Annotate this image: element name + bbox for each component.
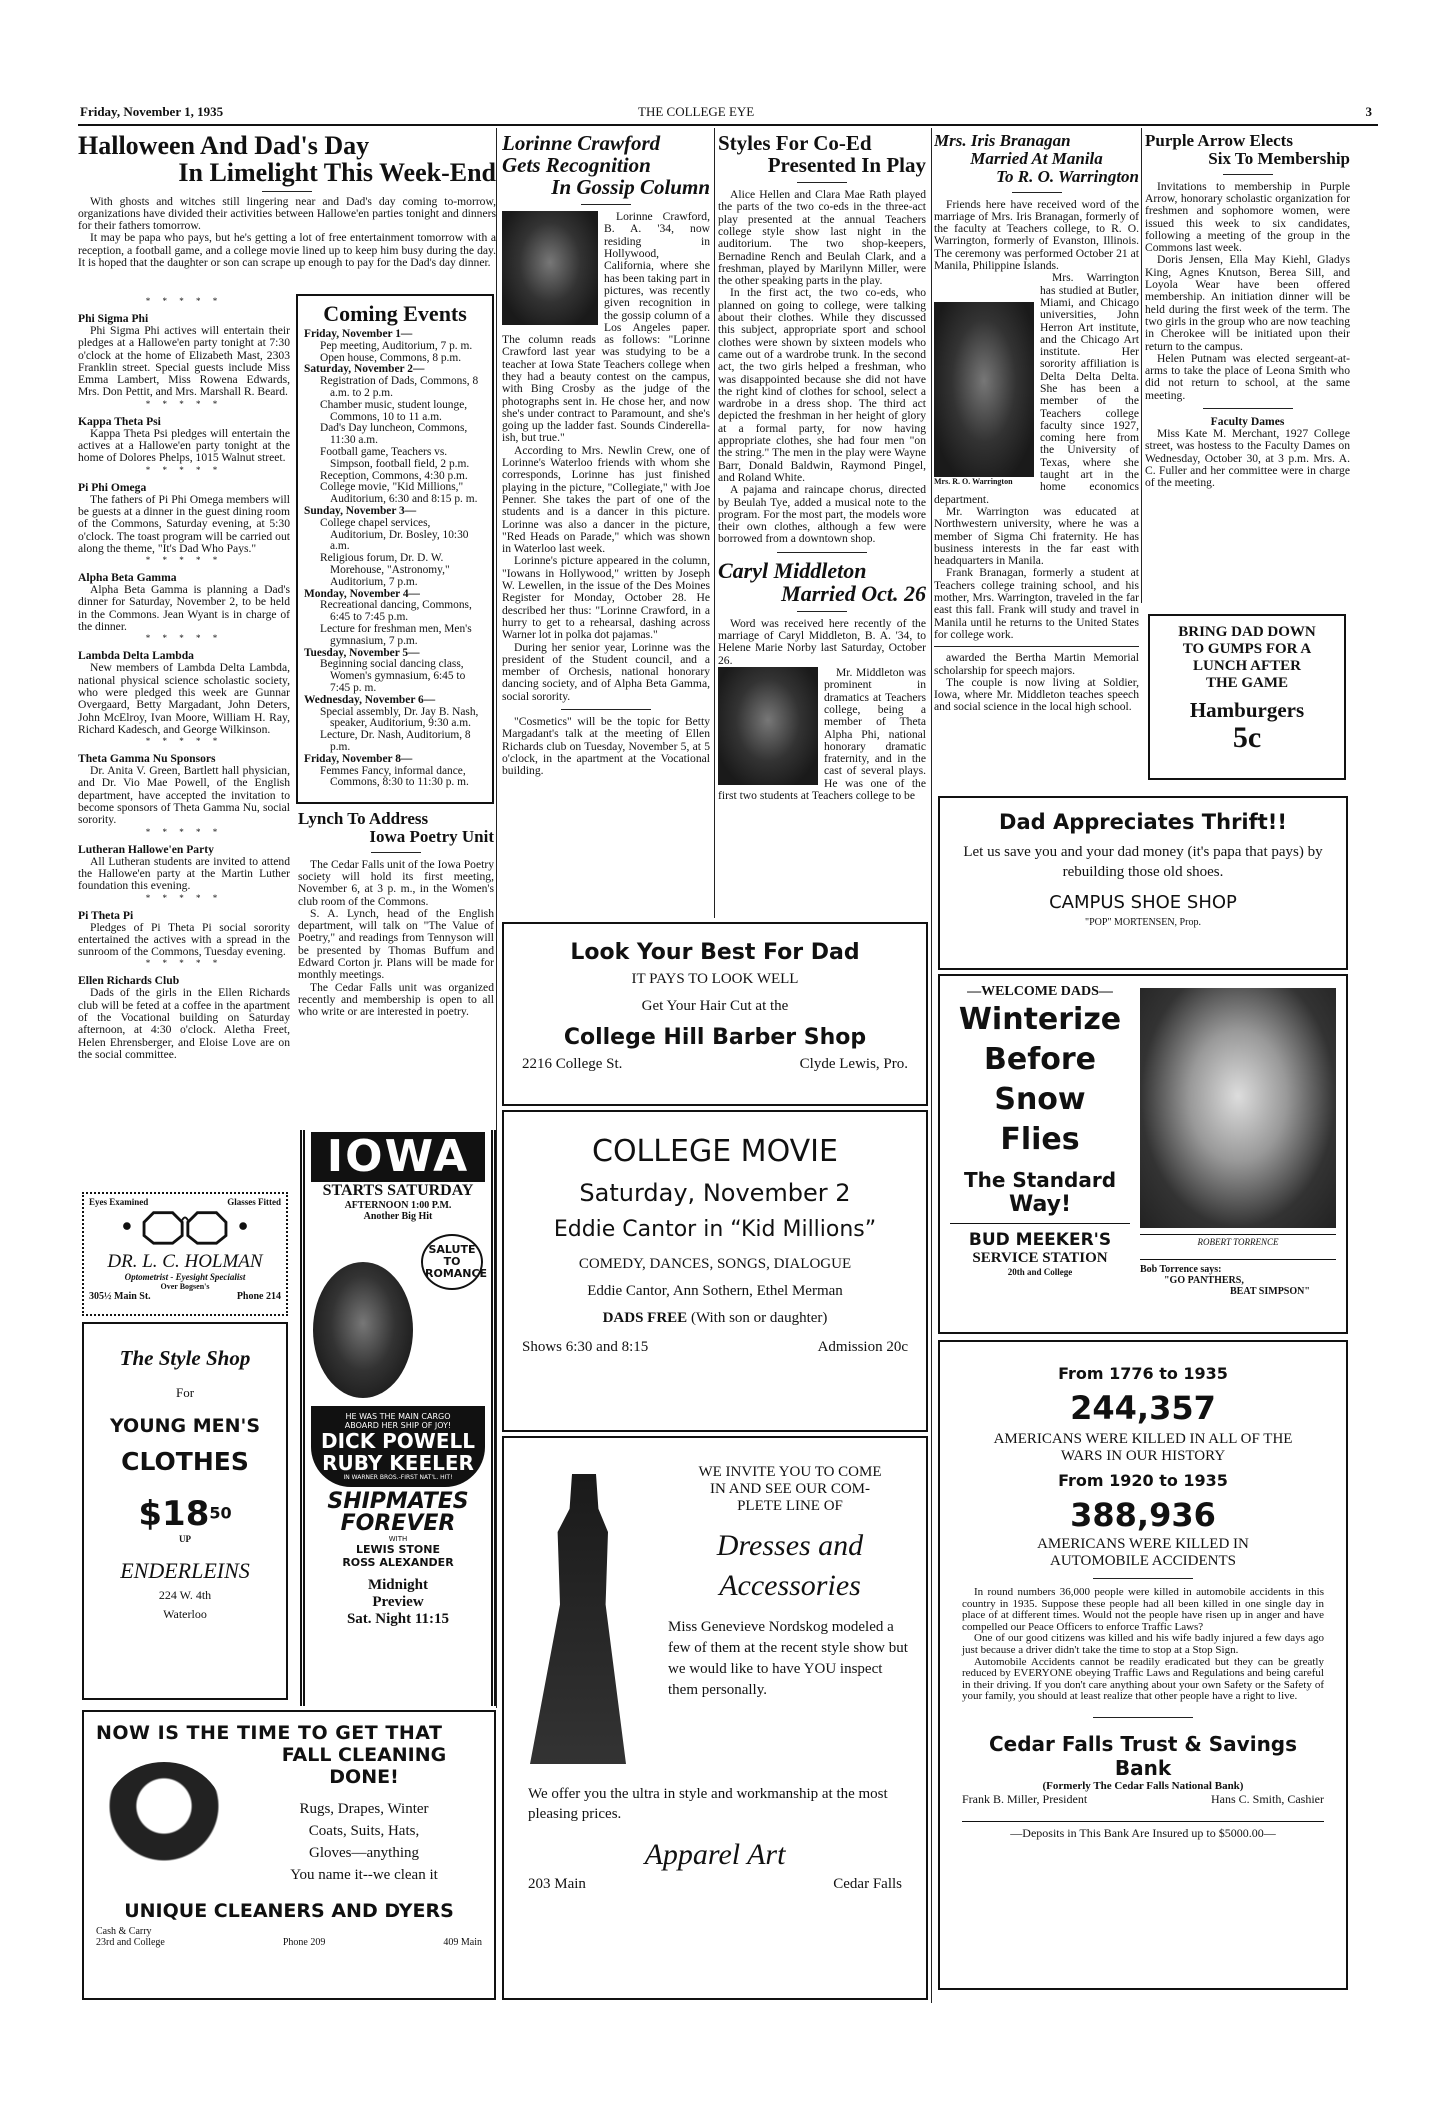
- headline: Married Oct. 26: [781, 580, 926, 606]
- ad-address: 203 Main: [528, 1876, 586, 1892]
- coming-events-box: [296, 294, 494, 804]
- headline: To R. O. Warrington: [996, 166, 1139, 186]
- event-item: Football game, Teachers vs. Simpson, football field, 2 p.m.: [320, 446, 470, 470]
- paragraph: Friends here have received word of the marriage of Mrs. Iris Branagan, formerly of the faculty at Teachers college, to R. O. Warrington, formerly of Evanston, Illinois. The ceremony was performed October 21 at Manila, Philippine Islands.: [934, 197, 1139, 273]
- ad-text: (With son or daughter): [690, 1310, 828, 1326]
- ad-text: COMEDY, DANCES, SONGS, DIALOGUE: [578, 1256, 852, 1272]
- ad-text: Rugs, Drapes, Winter: [299, 1801, 429, 1817]
- price-cents: 50: [209, 1503, 232, 1523]
- photo-caption: Mrs. R. O. Warrington: [934, 477, 1013, 487]
- ad-text: AMERICANS WERE KILLED IN ALL OF THE WARS IN OUR HISTORY: [993, 1431, 1293, 1464]
- paragraph: Frank Branagan, formerly a student at Teachers college training school, and his mother, Mrs. Warrington, traveled in the far east this fall. Frank will study and travel in Manila until he returns to the United States for college work.: [934, 566, 1139, 641]
- purple-arrow-article: [1145, 132, 1350, 602]
- ad-text: WE INVITE YOU TO COME: [698, 1464, 882, 1480]
- ad-address: 2216 College St.: [522, 1056, 623, 1072]
- ad-text: For: [175, 1385, 195, 1400]
- portrait-photo: [502, 211, 598, 325]
- paragraph: Alpha Beta Gamma is planning a Dad's dinner for Saturday, November 2, to be held in the Commons. Jean Wyant is in charge of the dinner.: [78, 583, 290, 634]
- event-item: College movie, "Kid Millions," Auditorium, 6:30 and 8:15 p. m.: [320, 481, 478, 506]
- headline: Lynch To Address: [298, 810, 429, 828]
- ad-text: FOREVER: [340, 1511, 456, 1536]
- ad-text: BRING DAD DOWN: [1178, 624, 1316, 640]
- headline: Halloween And Dad's Day: [78, 132, 370, 160]
- ad-address: 224 W. 4th: [158, 1588, 212, 1602]
- style-shop-ad: [82, 1322, 288, 1700]
- ad-address: 20th and College: [1007, 1267, 1073, 1277]
- event-item: Lecture, Dr. Nash, Auditorium, 8 p.m.: [320, 729, 471, 753]
- bank-ad: [938, 1340, 1348, 1990]
- event-item: College chapel services, Auditorium, Dr. Bosley, 10:30 a.m.: [320, 516, 469, 553]
- event-item: Open house, Commons, 8 p.m.: [320, 351, 462, 364]
- headline: In Gossip Column: [551, 175, 710, 200]
- ad-headline: FALL CLEANING: [281, 1744, 447, 1766]
- ad-text: Admission 20c: [817, 1339, 908, 1355]
- paragraph: According to Mrs. Newlin Crew, one of Lorinne's Waterloo friends with whom she corresponds, Lorinne has just finished playing in the picture, "Collegiate," with Joe Penner. She takes the part of one of the students and is a dancer in this picture. Lorinne was also a dancer in the picture, "Red Heads on Parade," which was shown in Waterloo last week.: [502, 443, 710, 556]
- bank-name: Cedar Falls Trust & Savings Bank: [988, 1731, 1298, 1780]
- event-item: Pep meeting, Auditorium, 7 p. m.: [320, 339, 473, 352]
- column-rule: [931, 128, 932, 2003]
- ad-script: Accessories: [719, 1569, 861, 1602]
- ad-text: YOUNG MEN'S: [109, 1415, 261, 1437]
- campus-shoe-shop-ad: [938, 796, 1348, 970]
- eyeglasses-icon: [110, 1207, 260, 1247]
- event-item: Religious forum, Dr. D. W. Morehouse, "Astronomy," Auditorium, 7 p.m.: [320, 552, 450, 588]
- event-item: Registration of Dads, Commons, 8 a.m. to 2 p.m.: [320, 375, 479, 400]
- ad-text: —WELCOME DADS—: [967, 984, 1113, 999]
- ad-figure: 388,936: [1070, 1496, 1216, 1534]
- portrait-photo: [718, 667, 818, 785]
- ad-headline: Snow: [994, 1082, 1086, 1117]
- ad-text: SERVICE STATION: [972, 1250, 1108, 1266]
- ad-text: The Standard: [963, 1168, 1117, 1192]
- ad-text: WITH: [388, 1535, 408, 1543]
- ad-text: —Deposits in This Bank Are Insured up to $5000.00—: [1010, 1825, 1276, 1840]
- paragraph: Invitations to membership in Purple Arrow, honorary scholastic organization for freshmen and sophomore women, were issued this week to six candidates, following a meeting of the group in the Commons last week.: [1145, 179, 1350, 255]
- barber-shop-ad: [502, 922, 928, 1106]
- headline: Caryl Middleton: [718, 557, 867, 583]
- branagan-article: [934, 132, 1139, 792]
- ad-item: Hamburgers: [1189, 698, 1305, 722]
- ad-text: SHIPMATES: [327, 1489, 469, 1514]
- separator: * * * * *: [145, 464, 223, 475]
- ad-name: College Hill Barber Shop: [563, 1025, 867, 1050]
- holman-ad: [82, 1192, 288, 1316]
- ad-phone: Phone 209: [282, 1937, 326, 1948]
- event-item: Femmes Fancy, informal dance, Commons, 8:30 to 11:30 p. m.: [320, 764, 469, 789]
- ad-name: BUD MEEKER'S: [968, 1230, 1112, 1250]
- ad-text: Sat. Night 11:15: [346, 1611, 450, 1627]
- ad-text: IN WARNER BROS.-FIRST NAT'L. HIT!: [343, 1474, 453, 1481]
- ad-text: HE WAS THE MAIN CARGO: [345, 1412, 451, 1421]
- theater-name: IOWA: [311, 1132, 485, 1182]
- portrait-photo: [1140, 988, 1336, 1228]
- separator: * * * * *: [145, 296, 223, 306]
- portrait-photo: [934, 302, 1034, 477]
- subhead: Phi Sigma Phi: [78, 312, 149, 325]
- ad-text: DADS FREE: [602, 1310, 688, 1326]
- paragraph: Alice Hellen and Clara Mae Rath played the parts of the two co-eds in the three-act play presented at the annual Teachers college style show last night in the auditorium. The two shop-keepers, Bernadine Rench and Beulah Clark, and a freshman, played by Marilynn Miller, were the other speaking parts in the play.: [718, 188, 926, 288]
- event-day: Friday, November 1—: [304, 328, 413, 341]
- ad-address: 23rd and College: [96, 1937, 165, 1948]
- ad-text: TO GUMPS FOR A: [1182, 641, 1312, 657]
- ad-text: AMERICANS WERE KILLED IN AUTOMOBILE ACCIDENTS: [1037, 1536, 1249, 1569]
- issue-date: Friday, November 1, 1935: [80, 104, 224, 119]
- paragraph: Mr. Middleton was prominent in dramatics at Teachers college, being a member of Theta Alpha Phi, national honorary dramatic fraternity, and in the cast of several plays. He was one of the first two students at Teachers college to be: [718, 666, 926, 803]
- subhead: Ellen Richards Club: [78, 974, 180, 988]
- ad-script: Dresses and: [716, 1529, 864, 1562]
- unique-cleaners-ad: [82, 1710, 496, 2000]
- event-day: Tuesday, November 5—: [304, 646, 420, 659]
- paragraph: Miss Kate M. Merchant, 1927 College street, was hostess to the Faculty Dames on Wednesday, October 30, at 3 p.m. Mrs. A. C. Fuller and her committee were in charge of the meeting.: [1145, 427, 1350, 490]
- apparel-art-ad: [502, 1436, 928, 2000]
- photo-with-caption: [934, 302, 1034, 486]
- paragraph: All Lutheran students are invited to attend the Hallowe'en party at the Martin Luther foundation this evening.: [78, 854, 290, 893]
- paragraph: New members of Lambda Delta Lambda, national physical science scholastic society, who were pledged this week are Gunnar Overgaard, Betty Margadant, John Deters, John McElroy, Ivan Moore, William H. Ray, Richard Kadesch, and George Wilkinson.: [78, 661, 290, 736]
- subhead: Pi Phi Omega: [78, 480, 147, 494]
- ad-text: Eyes Examined: [89, 1197, 149, 1207]
- paragraph: The couple is now living at Soldier, Iowa, where Mr. Middleton teaches speech and social science in the local high school.: [934, 675, 1139, 714]
- ad-text: ABOARD HER SHIP OF JOY!: [344, 1421, 452, 1430]
- separator: * * * * *: [145, 555, 223, 566]
- ad-headline: DONE!: [329, 1766, 399, 1788]
- ad-price: 5c: [1232, 721, 1262, 754]
- event-item: Chamber music, student lounge, Commons, 10 to 11 a.m.: [320, 398, 468, 423]
- paragraph: awarded the Bertha Martin Memorial scholarship for speech majors.: [934, 651, 1139, 677]
- ad-headline: Look Your Best For Dad: [570, 940, 860, 965]
- ad-text: UP: [179, 1534, 191, 1544]
- ad-headline: Before: [983, 1042, 1097, 1077]
- ad-text: Way!: [1008, 1192, 1072, 1217]
- separator: * * * * *: [145, 633, 223, 644]
- ad-headline: Winterize: [958, 1002, 1122, 1037]
- paragraph: Doris Jensen, Ella May Kiehl, Gladys King, Agnes Knutson, Berea Sill, and Loyola Wear have been offered membership. An initiation dinner will be held during the first week of the term. The two girls in the group who are now teaching in Cherokee will be initiated upon their return to the campus.: [1145, 253, 1350, 353]
- ad-headline: COLLEGE MOVIE: [592, 1134, 838, 1169]
- ad-text: "POP" MORTENSEN, Prop.: [1085, 917, 1201, 928]
- ad-headline: Flies: [1000, 1122, 1080, 1157]
- society-notes: [78, 296, 290, 1186]
- paragraph: The Cedar Falls unit was organized recently and membership is open to all who write or are interested in poetry.: [298, 980, 494, 1019]
- ad-text: (Formerly The Cedar Falls National Bank): [1042, 1779, 1244, 1792]
- ad-text: Cedar Falls: [833, 1876, 902, 1892]
- ad-text: Saturday, November 2: [579, 1179, 851, 1207]
- ad-text: STARTS SATURDAY: [322, 1182, 474, 1199]
- headline: Married At Manila: [970, 148, 1103, 168]
- ad-headline: NOW IS THE TIME TO GET THAT: [96, 1722, 443, 1744]
- price: [90, 1494, 280, 1544]
- event-item: Dad's Day luncheon, Commons, 11:30 a.m.: [320, 422, 468, 447]
- ad-name: CAMPUS SHOE SHOP: [1049, 892, 1237, 913]
- dress-illustration: [524, 1474, 644, 1764]
- event-item: Special assembly, Dr. Jay B. Nash, speaker, Auditorium, 9:30 a.m.: [320, 705, 479, 730]
- paragraph: Mr. Warrington was educated at Northwestern university, where he was a member of Sigma Chi fraternity. He has business interests in the far east with headquarters in Manila.: [934, 504, 1139, 568]
- headline: Lorinne Crawford: [502, 132, 661, 155]
- crawford-article: [502, 132, 710, 922]
- ad-headline: Dad Appreciates Thrift!!: [999, 810, 1287, 834]
- separator: * * * * *: [145, 958, 223, 969]
- ad-text: Coats, Suits, Hats,: [308, 1823, 420, 1839]
- headline: Presented In Play: [767, 153, 926, 178]
- ad-text: Waterloo: [163, 1607, 207, 1621]
- separator: * * * * *: [145, 892, 223, 903]
- ad-text: Over Bogsen's: [160, 1282, 210, 1291]
- ad-text: PLETE LINE OF: [737, 1498, 843, 1514]
- column-rule: [714, 128, 715, 918]
- paper-name: THE COLLEGE EYE: [638, 104, 755, 119]
- ad-text: Cash & Carry: [96, 1926, 152, 1937]
- paragraph: Lorinne's picture appeared in the column, "Iowans in Hollywood," written by Joseph W. Lewellen, in the issue of the Des Moines Register for Monday, October 28. He described her thus: "Lorinne Crawford, in a hurry to get to a rehearsal, dashing across Warner lot in polka dot pajamas.": [502, 554, 710, 642]
- paragraph: It may be papa who pays, but he's getting a lot of free entertainment tomorrow with a reception, a football game, and a college movie lined up to keep him busy during the day. It is hoped that the daughter or son can scrape up enough to pay for the Dad's day dinner.: [78, 231, 496, 270]
- paragraph: Lorinne Crawford, B. A. '34, now residing in Hollywood, California, where she has been taking part in pictures, was recently given recognition in the gossip column of a Los Angeles paper. The column reads as follows: "Lorinne Crawford last year was studying to be a teacher at Iowa State Teachers college when they had a beauty contest on the campus, with Bing Crosby as the judge of the photographs sent in. He chose her, and now she's under contract to Paramount, and she's going up the ladder fast. Sounds Cinderella-ish, but true.": [502, 210, 710, 445]
- price-dollars: $18: [138, 1494, 210, 1534]
- separator: * * * * *: [145, 736, 223, 747]
- event-day: Monday, November 4—: [304, 587, 420, 600]
- iowa-theater-ad: [300, 1130, 496, 1706]
- woman-illustration: [104, 1762, 224, 1872]
- ad-text: We offer you the ultra in style and workmanship at the most pleasing prices.: [528, 1786, 888, 1822]
- ad-text: THE GAME: [1205, 675, 1289, 691]
- separator: * * * * *: [145, 826, 223, 837]
- paragraph: The Cedar Falls unit of the Iowa Poetry society will hold its first meeting, November 6, at 3 p. m., in the Women's club room of the Commons.: [298, 857, 494, 908]
- subhead: Lutheran Hallowe'en Party: [78, 842, 214, 856]
- paragraph: Phi Sigma Phi actives will entertain their pledges at a Hallowe'en party tonight at 7:30 o'clock at the home of Elizabeth Mast, 2303 Franklin street. Special guests include Miss Emma Lambert, Miss Rowena Edwards, Mrs. Don Pettit, and Mrs. Marshall R. Beard.: [78, 324, 290, 399]
- subhead: Faculty Dames: [1210, 415, 1285, 429]
- college-movie-ad: [502, 1110, 928, 1432]
- gumps-ad: [1148, 614, 1346, 780]
- ad-text: ROSS ALEXANDER: [342, 1556, 454, 1569]
- event-item: Beginning social dancing class, Women's gymnasium, 6:45 to 7:45 p. m.: [320, 658, 466, 694]
- headline: Six To Membership: [1208, 148, 1350, 168]
- paragraph: In round numbers 36,000 people were killed in automobile accidents in this country in 1935. Suppose these people had all been killed in one single day in place of at different times. Would not the people have risen up in anger and have compelled our Peace Officers to enforce Traffic Laws?: [962, 1586, 1324, 1633]
- subhead: Lambda Delta Lambda: [78, 649, 194, 663]
- headline: Mrs. Iris Branagan: [934, 132, 1071, 150]
- page-number: 3: [1365, 104, 1372, 119]
- ad-text: LUNCH AFTER: [1193, 658, 1301, 674]
- ad-text: Eddie Cantor, Ann Sothern, Ethel Merman: [587, 1283, 843, 1299]
- ad-text: SALUTE TO ROMANCE: [421, 1234, 483, 1290]
- events-list: [304, 329, 486, 789]
- event-day: Saturday, November 2—: [304, 363, 425, 376]
- paragraph: "Cosmetics" will be the topic for Betty Margadant's talk at the meeting of Ellen Richards club on Tuesday, November 5, at 5 o'clock, in the apartment at the Vocational building.: [502, 715, 710, 778]
- box-title: Coming Events: [323, 301, 467, 326]
- store-name: ENDERLEINS: [120, 1558, 250, 1583]
- paragraph: The fathers of Pi Phi Omega members will be guests at a dinner in the guest dining room of the Commons, Saturday evening, at 5:30 o'clock. The toast program will be carried out along the theme, "It's Dad Who Pays.": [78, 492, 290, 555]
- ad-text: You name it--we clean it: [290, 1867, 438, 1883]
- event-item: Lecture for freshman men, Men's gymnasium, 7 p.m.: [320, 623, 472, 647]
- ad-name: DR. L. C. HOLMAN: [107, 1251, 263, 1272]
- paragraph: In the first act, the two co-eds, who planned on going to college, were talking about their clothes. While they discussed this subject, appropriate sport and school clothes were shown by sixteen models who came out of a wardrobe trunk. In the second act, the two girls helped a freshman, who was disappointed because she did not have the right kind of clothes for school, select a wardrobe in a dress shop. The third act depicted the freshman in her height of glory at a formal party, for now having appropriate clothes, she had four men "on the string." The men in the play were Wayne Barr, Donald Baldwin, Raymond Pingel, and Roland White.: [718, 286, 926, 484]
- ad-text: Get Your Hair Cut at the: [641, 998, 789, 1014]
- ad-text: "GO PANTHERS,: [1164, 1275, 1244, 1286]
- ad-address: 305½ Main St.: [89, 1291, 151, 1302]
- styles-article: [718, 132, 926, 922]
- paragraph: One of our good citizens was killed and his wife badly injured a few days ago just because a driver didn't take the time to stop at a Stop Sign.: [962, 1632, 1324, 1656]
- headline: Gets Recognition: [502, 153, 651, 178]
- masthead: [78, 100, 1378, 126]
- ad-text: From 1776 to 1935: [1058, 1364, 1228, 1383]
- photo-caption: ROBERT TORRENCE: [1140, 1234, 1336, 1247]
- paragraph: A pajama and raincape chorus, directed by Beulah Tye, added a musical note to the program. For the most part, the models wore their own clothes, although a few were borrowed from a downtown shop.: [718, 483, 926, 546]
- ad-figure: 244,357: [1070, 1389, 1216, 1427]
- ad-text: Shows 6:30 and 8:15: [522, 1339, 649, 1355]
- column-rule: [1141, 128, 1142, 603]
- ad-text: IT PAYS TO LOOK WELL: [631, 971, 799, 987]
- paragraph: Automobile Accidents cannot be readily eradicated but they can be greatly reduced by EVERYONE obeying Traffic Laws and Regulations and being careful in their driving. If you don't care anything about your own Safety or the Safety of your family, you should at least realize that other people have a right to live.: [962, 1655, 1324, 1703]
- separator: * * * * *: [145, 398, 223, 409]
- paragraph: Pledges of Pi Theta Pi social sorority entertained the actives with a spread in the sunroom of the Commons, Tuesday evening.: [78, 920, 290, 959]
- ad-text: Another Big Hit: [363, 1211, 433, 1222]
- lynch-article: [298, 810, 494, 1126]
- headline: In Limelight This Week-End: [178, 158, 496, 188]
- subhead: Alpha Beta Gamma: [78, 571, 177, 585]
- headline: Iowa Poetry Unit: [369, 826, 494, 846]
- event-day: Sunday, November 3—: [304, 505, 417, 518]
- ad-text: DICK POWELL: [320, 1429, 476, 1453]
- paragraph: Helen Putnam was elected sergeant-at-arms to take the place of Leona Smith who did not return to school, at the same meeting.: [1145, 351, 1350, 402]
- ad-text: AFTERNOON 1:00 P.M.: [344, 1200, 452, 1211]
- ad-name: Apparel Art: [644, 1838, 786, 1871]
- event-item: Reception, Commons, 4:30 p.m.: [320, 469, 468, 482]
- paragraph: Kappa Theta Psi pledges will entertain the actives at a Hallowe'en party tonight at the home of Dolores Phelps, 1015 Walnut street.: [78, 426, 290, 465]
- paragraph: Dads of the girls in the Ellen Richards club will be feted at a coffee in the apartment of the Vocational building on Saturday afternoon, at 4:30 o'clock. Aletha Freet, Helen Ehrensberger, and Eloise Love are on the social committee.: [78, 986, 290, 1061]
- headline: Styles For Co-Ed: [718, 132, 872, 155]
- ad-name: The Style Shop: [119, 1346, 251, 1370]
- ad-text: Bob Torrence says:: [1140, 1264, 1222, 1275]
- ad-text: LEWIS STONE: [356, 1543, 440, 1556]
- subhead: Kappa Theta Psi: [78, 414, 161, 428]
- ad-text: From 1920 to 1935: [1058, 1471, 1228, 1490]
- lead-article: [78, 132, 496, 292]
- ad-text: IN AND SEE OUR COM-: [709, 1481, 870, 1497]
- column-rule: [496, 128, 497, 1708]
- paragraph: With ghosts and witches still lingering near and Dad's day coming to-morrow, organizations have divided their activities between Hallowe'en parties tonight and dinners for their fathers tomorrow.: [78, 194, 496, 233]
- paragraph: Mrs. Warrington has studied at Butler, Miami, and Chicago universities, John Herron Art institute, and the Chicago Art institute. Her sorority affiliation is Delta Delta Delta. She has been a member of the Teachers college faculty since 1927, coming here from the University of Texas, where she taught art in the home economics department.: [934, 271, 1139, 506]
- event-day: Friday, November 8—: [304, 752, 413, 765]
- subhead: Theta Gamma Nu Sponsors: [78, 752, 216, 766]
- ad-text: Clyde Lewis, Pro.: [799, 1056, 908, 1072]
- paragraph: S. A. Lynch, head of the English department, will talk on "The Value of Poetry," and readings from Tennyson will be presented by Thomas Buffum and Edward Corton jr. Plans will be made for monthly meetings.: [298, 906, 494, 982]
- ad-text: Gloves—anything: [309, 1845, 419, 1861]
- paragraph: During her senior year, Lorinne was the president of the Student council, and a member of Orchesis, national honorary dancing society, and of Alpha Beta Gamma, social sorority.: [502, 640, 710, 703]
- ad-text: Optometrist - Eyesight Specialist: [124, 1272, 246, 1282]
- ad-text: Hans C. Smith, Cashier: [1211, 1791, 1324, 1806]
- ad-text: Eddie Cantor in “Kid Millions”: [553, 1217, 877, 1242]
- subhead: Pi Theta Pi: [78, 908, 134, 922]
- ad-text: CLOTHES: [121, 1447, 249, 1476]
- ad-text: Frank B. Miller, President: [962, 1791, 1088, 1806]
- paragraph: Dr. Anita V. Green, Bartlett hall physician, and Dr. Vio Mae Powell, of the English department, have accepted the invitation to become sponsors of Theta Gamma Nu, social sorority.: [78, 764, 290, 827]
- ad-text: Glasses Fitted: [227, 1197, 281, 1207]
- bud-meeker-ad: [938, 974, 1348, 1334]
- ad-name: UNIQUE CLEANERS AND DYERS: [124, 1900, 454, 1922]
- movie-illustration: [311, 1226, 488, 1406]
- ad-text: Preview: [372, 1594, 424, 1610]
- paragraph: Word was received here recently of the marriage of Caryl Middleton, B. A. '34, to Helene Marie Norby last Saturday, October 26.: [718, 616, 926, 667]
- ad-text: Let us save you and your dad money (it's papa that pays) by rebuilding those old shoes.: [963, 844, 1323, 880]
- headline: Purple Arrow Elects: [1145, 132, 1293, 150]
- ad-text: Miss Genevieve Nordskog modeled a few of them at the recent style show but we would like to have YOU inspect them personally.: [668, 1619, 908, 1698]
- ad-phone: Phone 214: [236, 1291, 281, 1302]
- event-item: Recreational dancing, Commons, 6:45 to 7:45 p.m.: [320, 599, 472, 624]
- ad-text: BEAT SIMPSON": [1230, 1286, 1310, 1297]
- movie-title-block: [311, 1406, 485, 1487]
- ad-text: RUBY KEELER: [322, 1451, 474, 1475]
- torrence-feature: [1140, 988, 1336, 1297]
- ad-address: 409 Main: [443, 1937, 482, 1948]
- ad-text: Midnight: [367, 1577, 428, 1593]
- event-day: Wednesday, November 6—: [304, 693, 436, 706]
